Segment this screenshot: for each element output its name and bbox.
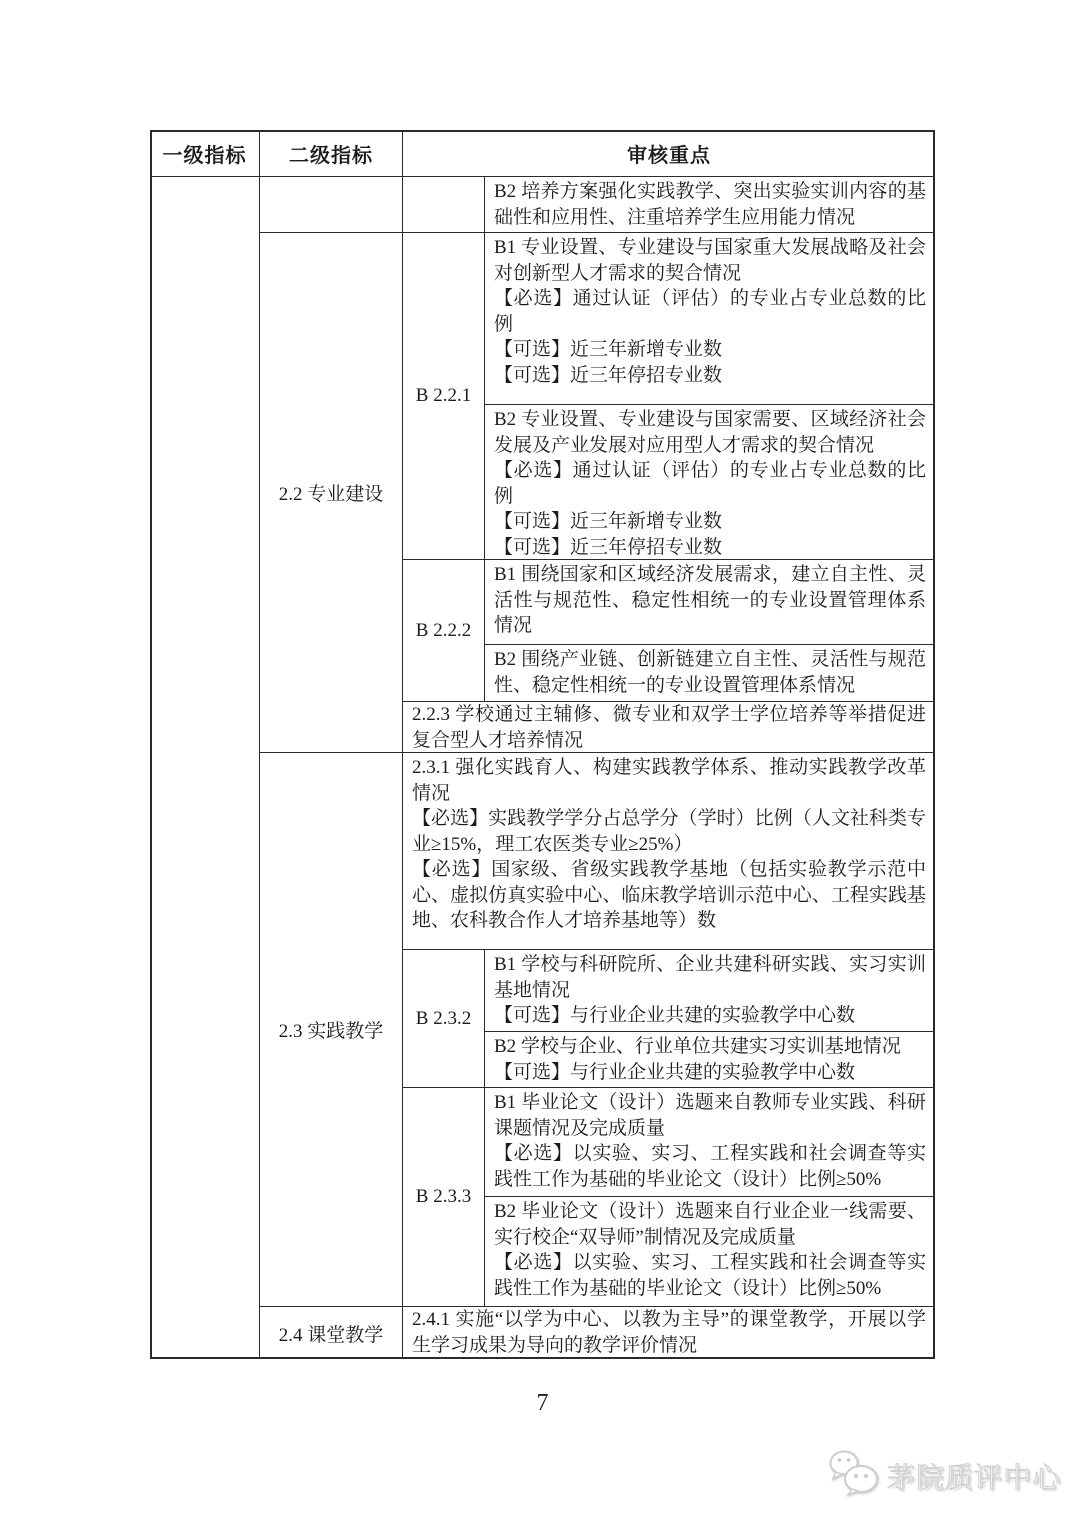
paragraph: 【可选】近三年停招专业数 [494,364,723,386]
cell-review-241 [403,1307,935,1359]
watermark-logo [826,1448,1061,1503]
paragraph: 【可选】近三年新增专业数 [494,511,723,532]
cell-review-b232-b1 [485,950,935,1032]
paragraph: B1 学校与科研院所、企业共建科研实践、实习实训基地情况 [494,954,926,1001]
cell-review-b222-b1 [485,560,935,645]
paragraph: B2 毕业论文（设计）选题来自行业企业一线需要、实行校企“双导师”制情况及完成质量 [494,1201,926,1248]
paragraph: B1 专业设置、专业建设与国家重大发展战略及社会对创新型人才需求的契合情况 [494,237,926,284]
header-review-focus: 审核重点 [403,130,935,177]
paragraph: 2.3.1 强化实践育人、构建实践教学体系、推动实践教学改革情况 [412,757,926,804]
group-2-2-professional-construction: 2.2 专业建设 [260,233,403,753]
blabel-b221: B 2.2.1 [403,233,485,560]
paragraph: 【必选】以实验、实习、工程实践和社会调查等实践性工作为基础的毕业论文（设计）比例≥50% [494,1252,926,1299]
paragraph: B2 专业设置、专业建设与国家需要、区域经济社会发展及产业发展对应用型人才需求的契合情况 [494,409,926,456]
cell-review-b233-b1 [485,1088,935,1197]
cell-review-b233-b2 [485,1197,935,1307]
paragraph: 【必选】通过认证（评估）的专业占专业总数的比例 [494,460,926,507]
paragraph: 【可选】近三年新增专业数 [494,339,723,360]
group-2-4-classroom-teaching: 2.4 课堂教学 [260,1307,403,1359]
watermark-text: 茅院质评中心 [887,1461,1062,1493]
paragraph: 【必选】国家级、省级实践教学基地（包括实验教学示范中心、虚拟仿真实验中心、临床教学培训示范中心、工程实践基地、农科教合作人才培养基地等）数 [412,859,926,931]
blabel-b233: B 2.3.3 [403,1088,485,1307]
paragraph: B1 毕业论文（设计）选题来自教师专业实践、科研课题情况及完成质量 [494,1092,926,1139]
cell-review-b232-b2 [485,1032,935,1088]
paragraph: B2 培养方案强化实践教学、突出实验实训内容的基础性和应用性、注重培养学生应用能力情况 [494,181,926,228]
paragraph: 【必选】以实验、实习、工程实践和社会调查等实践性工作为基础的毕业论文（设计）比例≥50% [494,1143,926,1190]
level2-indicator-empty-cell [260,177,403,233]
paragraph: 【可选】与行业企业共建的实验教学中心数 [494,1005,856,1026]
paragraph: 2.4.1 实施“以学为中心、以教为主导”的课堂教学，开展以学生学习成果为导向的教学评价情况 [412,1309,926,1356]
paragraph: B2 围绕产业链、创新链建立自主性、灵活性与规范性、稳定性相统一的专业设置管理体系情况 [494,649,926,696]
blabel-b222: B 2.2.2 [403,560,485,702]
paragraph: 【可选】与行业企业共建的实验教学中心数 [494,1061,856,1083]
cell-review-b222-b2 [485,645,935,702]
paragraph: 【必选】实践教学学分占总学分（学时）比例（人文社科类专业≥15%，理工农医类专业≥25%） [412,808,926,855]
cell-review-prev-b2 [485,177,935,233]
cell-review-231 [403,753,935,950]
blabel-b232: B 2.3.2 [403,950,485,1088]
paragraph: 2.2.3 学校通过主辅修、微专业和双学士学位培养等举措促进复合型人才培养情况 [412,704,926,751]
page-number: 7 [536,1390,549,1416]
header-level1-indicator: 一级指标 [150,130,260,177]
paragraph: B2 学校与企业、行业单位共建实习实训基地情况 [494,1036,901,1057]
wechat-icon [826,1448,882,1503]
level1-indicator-empty-cell [150,177,260,1359]
header-level2-indicator: 二级指标 [260,130,403,177]
cell-review-b221-b2 [485,405,935,560]
indicator-table [150,130,935,1359]
paragraph: 【必选】通过认证（评估）的专业占专业总数的比例 [494,288,926,335]
paragraph: 【可选】近三年停招专业数 [494,536,723,558]
blabel-empty-cell [403,177,485,233]
paragraph: B1 围绕国家和区域经济发展需求，建立自主性、灵活性与规范性、稳定性相统一的专业设置管理体系情况 [494,564,926,636]
cell-review-223 [403,702,935,753]
group-2-3-practical-teaching: 2.3 实践教学 [260,753,403,1307]
cell-review-b221-b1 [485,233,935,405]
